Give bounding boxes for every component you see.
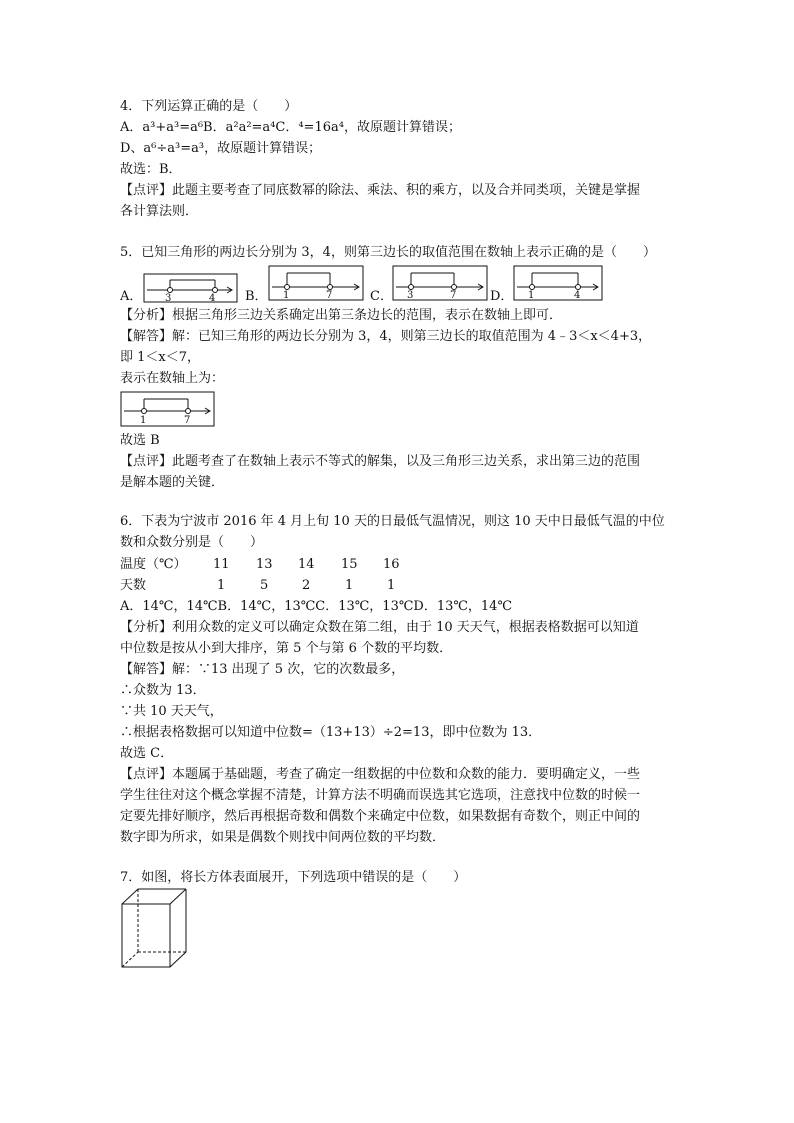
q6-table-row1-header: 温度（℃） xyxy=(120,557,187,572)
q6-comment-2: 学生往往对这个概念掌握不清楚，计算方法不明确而误选其它选项，注意找中位数的时候一 xyxy=(120,788,641,803)
q6-table-cell: 1 xyxy=(217,578,226,593)
q6-solution-4: ∴根据表格数据可以知道中位数=（13+13）÷2=13，即中位数为 13． xyxy=(120,725,542,740)
q6-table-cell: 14 xyxy=(298,557,315,572)
q4-line1: A．a³+a³=a⁶B．a²a²=a⁴C．⁴=16a⁴，故原题计算错误； xyxy=(120,120,461,135)
q6-table-cell: 13 xyxy=(256,557,273,572)
q4-line2: D、a⁶÷a³=a³，故原题计算错误； xyxy=(120,141,322,156)
q5-option-a-number-line xyxy=(143,273,238,303)
q5-option-c-number-line xyxy=(392,265,488,301)
q6-table-cell: 15 xyxy=(341,557,358,572)
q5-option-c-left-tick: 3 xyxy=(407,290,414,301)
q4-comment-2: 各计算法则． xyxy=(120,204,199,219)
q6-solution-2: ∴众数为 13． xyxy=(120,683,206,698)
q5-answer-left-tick: 1 xyxy=(140,415,147,426)
q5-option-a-letter: A． xyxy=(120,289,143,304)
q5-option-b-right-tick: 7 xyxy=(326,290,333,301)
q5-solution-1: 【解答】解：已知三角形的两边长分别为 3，4，则第三边长的取值范围为 4﹣3＜x＜4+3， xyxy=(120,329,652,344)
q5-option-d-number-line xyxy=(513,265,603,301)
q6-comment-4: 数字即为所求，如果是偶数个则找中间两位数的平均数． xyxy=(120,830,446,845)
q5-option-c-letter: C． xyxy=(370,289,393,304)
q5-option-d-right-tick: 4 xyxy=(574,290,581,301)
q5-option-a-left-tick: 3 xyxy=(165,293,172,303)
q6-table-cell: 16 xyxy=(383,557,400,572)
q6-title-1: 6．下表为宁波市 2016 年 4 月上旬 10 天的日最低气温情况，则这 10 天中日最低气温的中位 xyxy=(120,514,665,529)
q4-title: 4．下列运算正确的是（ ） xyxy=(120,99,298,114)
q6-table-cell: 11 xyxy=(213,557,230,572)
q6-comment-1: 【点评】本题属于基础题，考查了确定一组数据的中位数和众数的能力．要明确定义，一些 xyxy=(120,767,641,782)
q5-option-d-letter: D． xyxy=(490,289,514,304)
q5-option-b-left-tick: 1 xyxy=(283,290,290,301)
q5-answer-right-tick: 7 xyxy=(184,415,191,426)
q6-table-cell: 1 xyxy=(345,578,354,593)
q6-analysis-2: 中位数是按从小到大排序，第 5 个与第 6 个数的平均数． xyxy=(120,641,453,656)
q5-option-d-left-tick: 1 xyxy=(528,290,535,301)
q5-comment-1: 【点评】此题考查了在数轴上表示不等式的解集，以及三角形三边关系，求出第三边的范围 xyxy=(120,454,641,469)
q5-option-a-right-tick: 4 xyxy=(209,293,216,303)
q5-option-b-number-line xyxy=(268,265,364,301)
q6-solution-1: 【解答】解：∵13 出现了 5 次，它的次数最多， xyxy=(120,662,405,677)
q6-table-row2-header: 天数 xyxy=(120,578,147,593)
q6-solution-3: ∵共 10 天天气， xyxy=(120,704,223,719)
q7-title: 7．如图，将长方体表面展开，下列选项中错误的是（ ） xyxy=(120,870,467,885)
q5-solution-2: 即 1＜x＜7， xyxy=(120,350,201,365)
q6-table-cell: 1 xyxy=(387,578,396,593)
q5-title: 5．已知三角形的两边长分别为 3，4，则第三边长的取值范围在数轴上表示正确的是（ ） xyxy=(120,245,656,260)
q5-comment-2: 是解本题的关键． xyxy=(120,475,225,490)
q6-options: A．14℃，14℃B．14℃，13℃C．13℃，13℃D．13℃，14℃ xyxy=(120,599,512,614)
q6-choose: 故选 C． xyxy=(120,746,174,761)
q6-analysis-1: 【分析】利用众数的定义可以确定众数在第二组，由于 10 天天气，根据表格数据可以知道 xyxy=(120,620,639,635)
q5-option-b-letter: B． xyxy=(245,289,268,304)
cuboid-figure xyxy=(120,886,190,970)
q5-answer-number-line xyxy=(120,391,215,427)
q6-comment-3: 定要先排好顺序，然后再根据奇数和偶数个来确定中位数，如果数据有奇数个，则正中间的 xyxy=(120,809,641,824)
q6-table-cell: 5 xyxy=(260,578,269,593)
q4-comment-1: 【点评】此题主要考查了同底数幂的除法、乘法、积的乘方，以及合并同类项，关键是掌握 xyxy=(120,183,641,198)
q5-analysis: 【分析】根据三角形三边关系确定出第三条边长的范围，表示在数轴上即可． xyxy=(120,308,563,323)
q6-title-2: 数和众数分别是（ ） xyxy=(120,535,264,550)
q5-choose: 故选 B xyxy=(120,433,160,448)
q6-table-cell: 2 xyxy=(302,578,311,593)
q4-choose: 故选：B． xyxy=(120,162,182,177)
q5-option-c-right-tick: 7 xyxy=(450,290,457,301)
q5-solution-3: 表示在数轴上为： xyxy=(120,371,225,386)
